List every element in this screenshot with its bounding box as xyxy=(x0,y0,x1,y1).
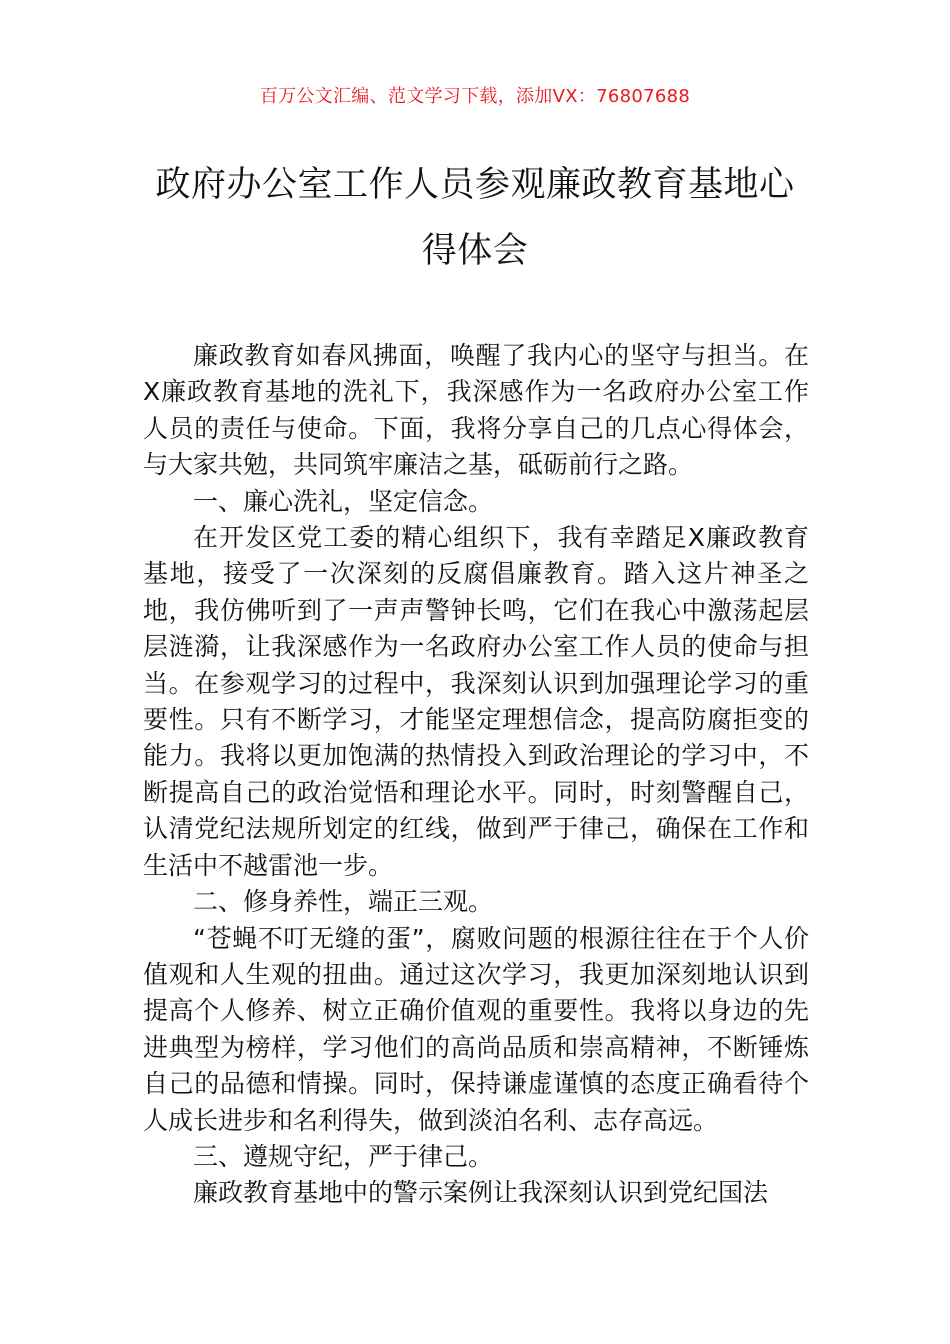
section-heading-2: 二、修身养性，端正三观。 xyxy=(193,887,494,917)
section-heading-1: 一、廉心洗礼，坚定信念。 xyxy=(193,486,494,516)
intro-paragraph: 廉政教育如春风拂面，唤醒了我内心的坚守与担当。在X廉政教育基地的洗礼下，我深感作为一名政府办公室工作人员的责任与使命。下面，我将分享自己的几点心得体会，与大家共勉，共同筑牢廉洁之基，砥砺前行之路。 xyxy=(143,341,809,480)
section-2-paragraph: “苍蝇不叮无缝的蛋”，腐败问题的根源往往在于个人价值观和人生观的扭曲。通过这次学习，我更加深刻地认识到提高个人修养、树立正确价值观的重要性。我将以身边的先进典型为榜样，学习他们的高尚品质和崇高精神，不断锤炼自己的品德和情操。同时，保持谦虚谨慎的态度正确看待个人成长进步和名利得失，做到淡泊名利、志存高远。 xyxy=(143,923,809,1135)
document-title: 政府办公室工作人员参观廉政教育基地心得体会 xyxy=(155,165,795,271)
section-heading-3: 三、遵规守纪，严于律己。 xyxy=(193,1141,494,1171)
document-body xyxy=(143,338,809,1212)
section-3-paragraph: 廉政教育基地中的警示案例让我深刻认识到党纪国法 xyxy=(193,1178,769,1208)
download-contact-note: 百万公文汇编、范文学习下载，添加VX：76807688 xyxy=(259,86,691,107)
section-1-paragraph: 在开发区党工委的精心组织下，我有幸踏足X廉政教育基地，接受了一次深刻的反腐倡廉教育。踏入这片神圣之地，我仿佛听到了一声声警钟长鸣，它们在我心中激荡起层层涟漪，让我深感作为一名政府办公室工作人员的使命与担当。在参观学习的过程中，我深刻认识到加强理论学习的重要性。只有不断学习，才能坚定理想信念，提高防腐拒变的能力。我将以更加饱满的热情投入到政治理论的学习中，不断提高自己的政治觉悟和理论水平。同时，时刻警醒自己，认清党纪法规所划定的红线，做到严于律己，确保在工作和生活中不越雷池一步。 xyxy=(143,523,809,880)
